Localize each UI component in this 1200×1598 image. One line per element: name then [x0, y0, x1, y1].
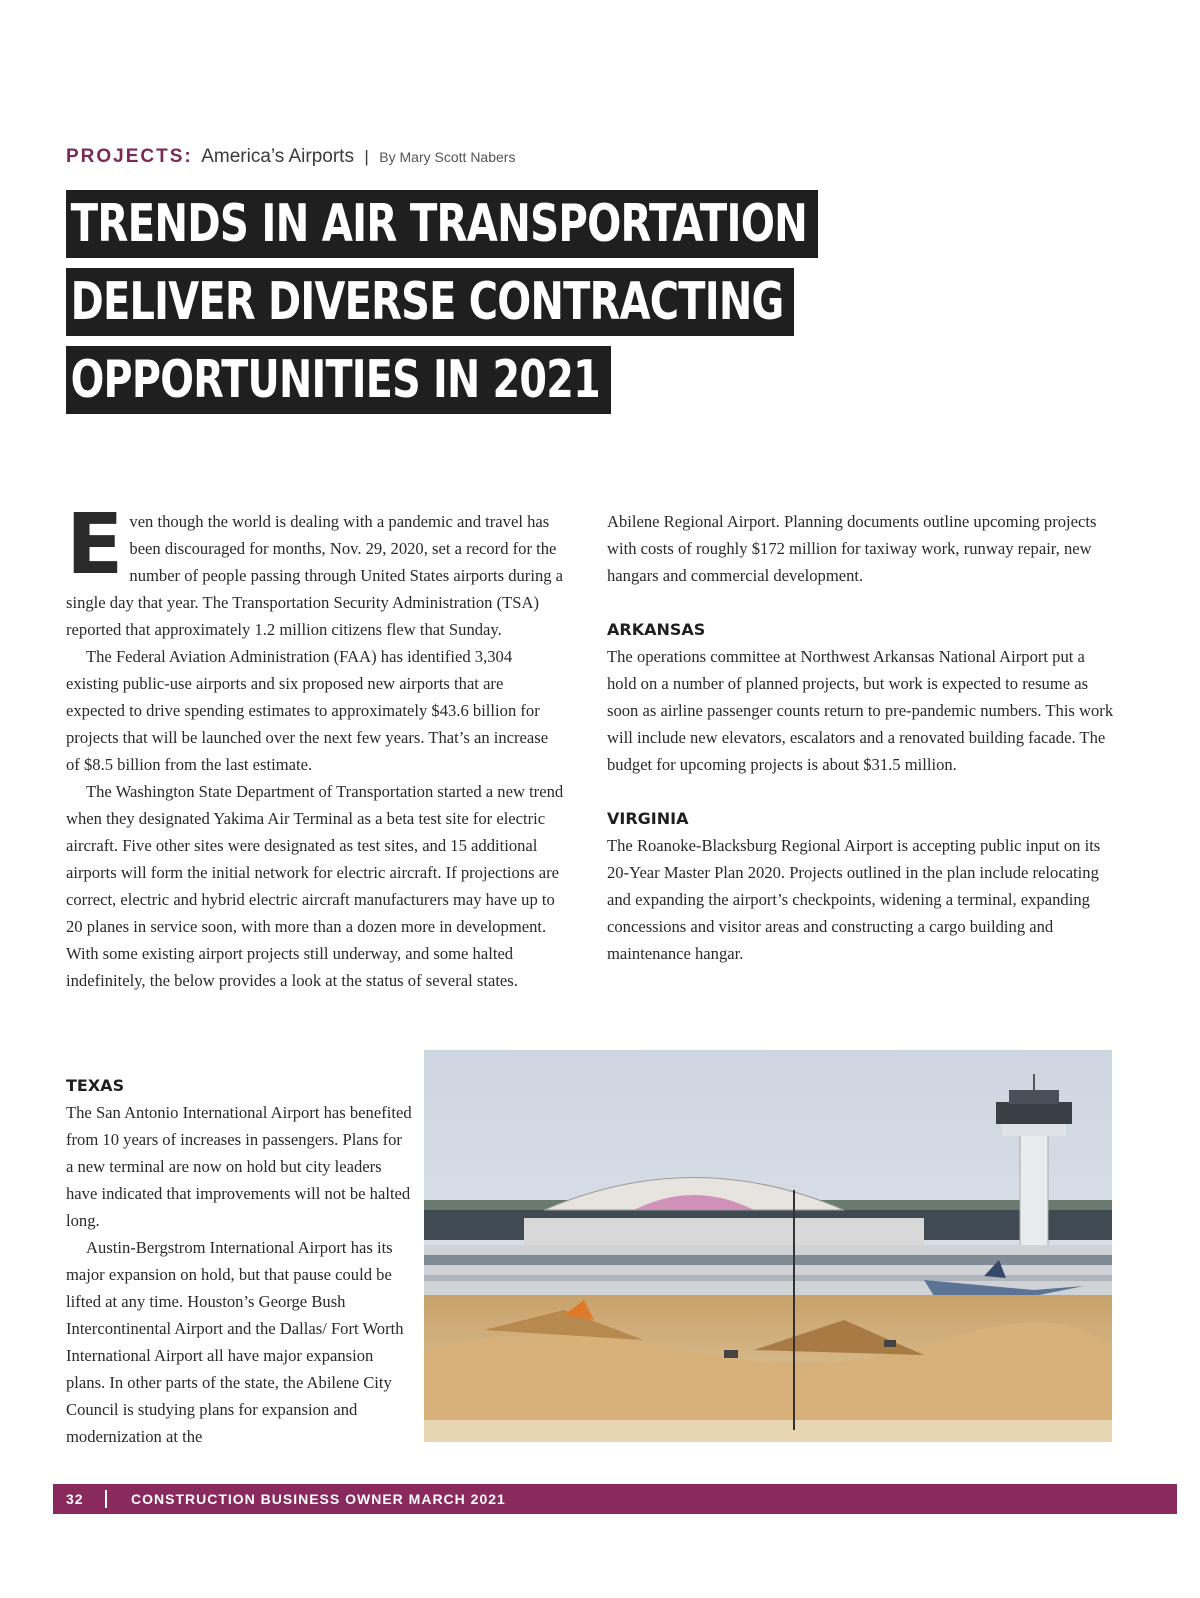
intro-paragraph-2: The Federal Aviation Administration (FAA) has identified 3,304 existing public-use airports and six proposed new airports that are expected to drive spending estimates to approximately $43.6 billion for projects that will be launched over the next few years. That’s an increase of $8.5 billion from the last estimate.	[66, 647, 549, 774]
arkansas-heading: ARKANSAS	[607, 620, 706, 639]
texas-paragraph-2: Austin-Bergstrom International Airport has its major expansion on hold, but that pause could be lifted at any time. Houston’s George Bush Intercontinental Airport and the Dallas/ Fort Worth International Airport all have major expansion plans. In other parts of the state, the Abilene City Council is studying plans for expansion and modernization at the	[66, 1238, 404, 1446]
airport-construction-photo	[424, 1050, 1112, 1442]
texas-continued: Abilene Regional Airport. Planning documents outline upcoming projects with costs of roughly $172 million for taxiway work, runway repair, new hangars and commercial development.	[607, 512, 1097, 585]
footer-divider	[105, 1490, 107, 1508]
texas-heading: TEXAS	[66, 1076, 125, 1095]
article-column-1	[66, 495, 566, 994]
intro-paragraph-1: Even though the world is dealing with a pandemic and travel has been discouraged for months, Nov. 29, 2020, set a record for the number of people passing through United States airports during a single day that year. The Transportation Security Administration (TSA) reported that approximately 1.2 million citizens flew that Sunday.	[66, 495, 564, 639]
drop-cap: E	[66, 495, 124, 593]
headline-line-3: OPPORTUNITIES IN 2021	[66, 346, 611, 414]
page-footer	[53, 1484, 1177, 1514]
publication-name: CONSTRUCTION BUSINESS OWNER MARCH 2021	[131, 1491, 506, 1507]
texas-paragraph-1: The San Antonio International Airport has benefited from 10 years of increases in passengers. Plans for a new terminal are now on hold but city leaders have indicated that improvements will not be halted long.	[66, 1103, 412, 1230]
headline-line-2: DELIVER DIVERSE CONTRACTING	[66, 268, 794, 336]
article-kicker	[66, 146, 515, 168]
virginia-heading: VIRGINIA	[607, 809, 689, 828]
airport-photo-illustration	[424, 1050, 1112, 1442]
headline-line-1: TRENDS IN AIR TRANSPORTATION	[66, 190, 818, 258]
kicker-separator: |	[364, 147, 369, 166]
page-number: 32	[66, 1491, 84, 1507]
article-column-2	[607, 508, 1117, 967]
section-label: PROJECTS:	[66, 146, 193, 167]
arkansas-paragraph: The operations committee at Northwest Arkansas National Airport put a hold on a number of planned projects, but work is expected to resume as soon as airline passenger counts return to pre-pandemic numbers. This work will include new elevators, escalators and a renovated building facade. The budget for upcoming projects is about $31.5 million.	[607, 647, 1114, 774]
byline: By Mary Scott Nabers	[379, 149, 516, 165]
virginia-paragraph: The Roanoke-Blacksburg Regional Airport is accepting public input on its 20-Year Master Plan 2020. Projects outlined in the plan include relocating and expanding the airport’s checkpoints, widening a terminal, expanding concessions and visitor areas and constructing a cargo building and maintenance hangar.	[607, 836, 1101, 963]
intro-paragraph-3: The Washington State Department of Transportation started a new trend when they designated Yakima Air Terminal as a beta test site for electric aircraft. Five other sites were designated as test sites, and 15 additional airports will form the initial network for electric aircraft. If projections are correct, electric and hybrid electric aircraft manufacturers may have up to 20 planes in service soon, with more than a dozen more in development. With some existing airport projects still underway, and some halted indefinitely, the below provides a look at the status of several states.	[66, 782, 564, 990]
texas-section	[66, 1072, 412, 1450]
section-name: America’s Airports	[201, 146, 354, 167]
